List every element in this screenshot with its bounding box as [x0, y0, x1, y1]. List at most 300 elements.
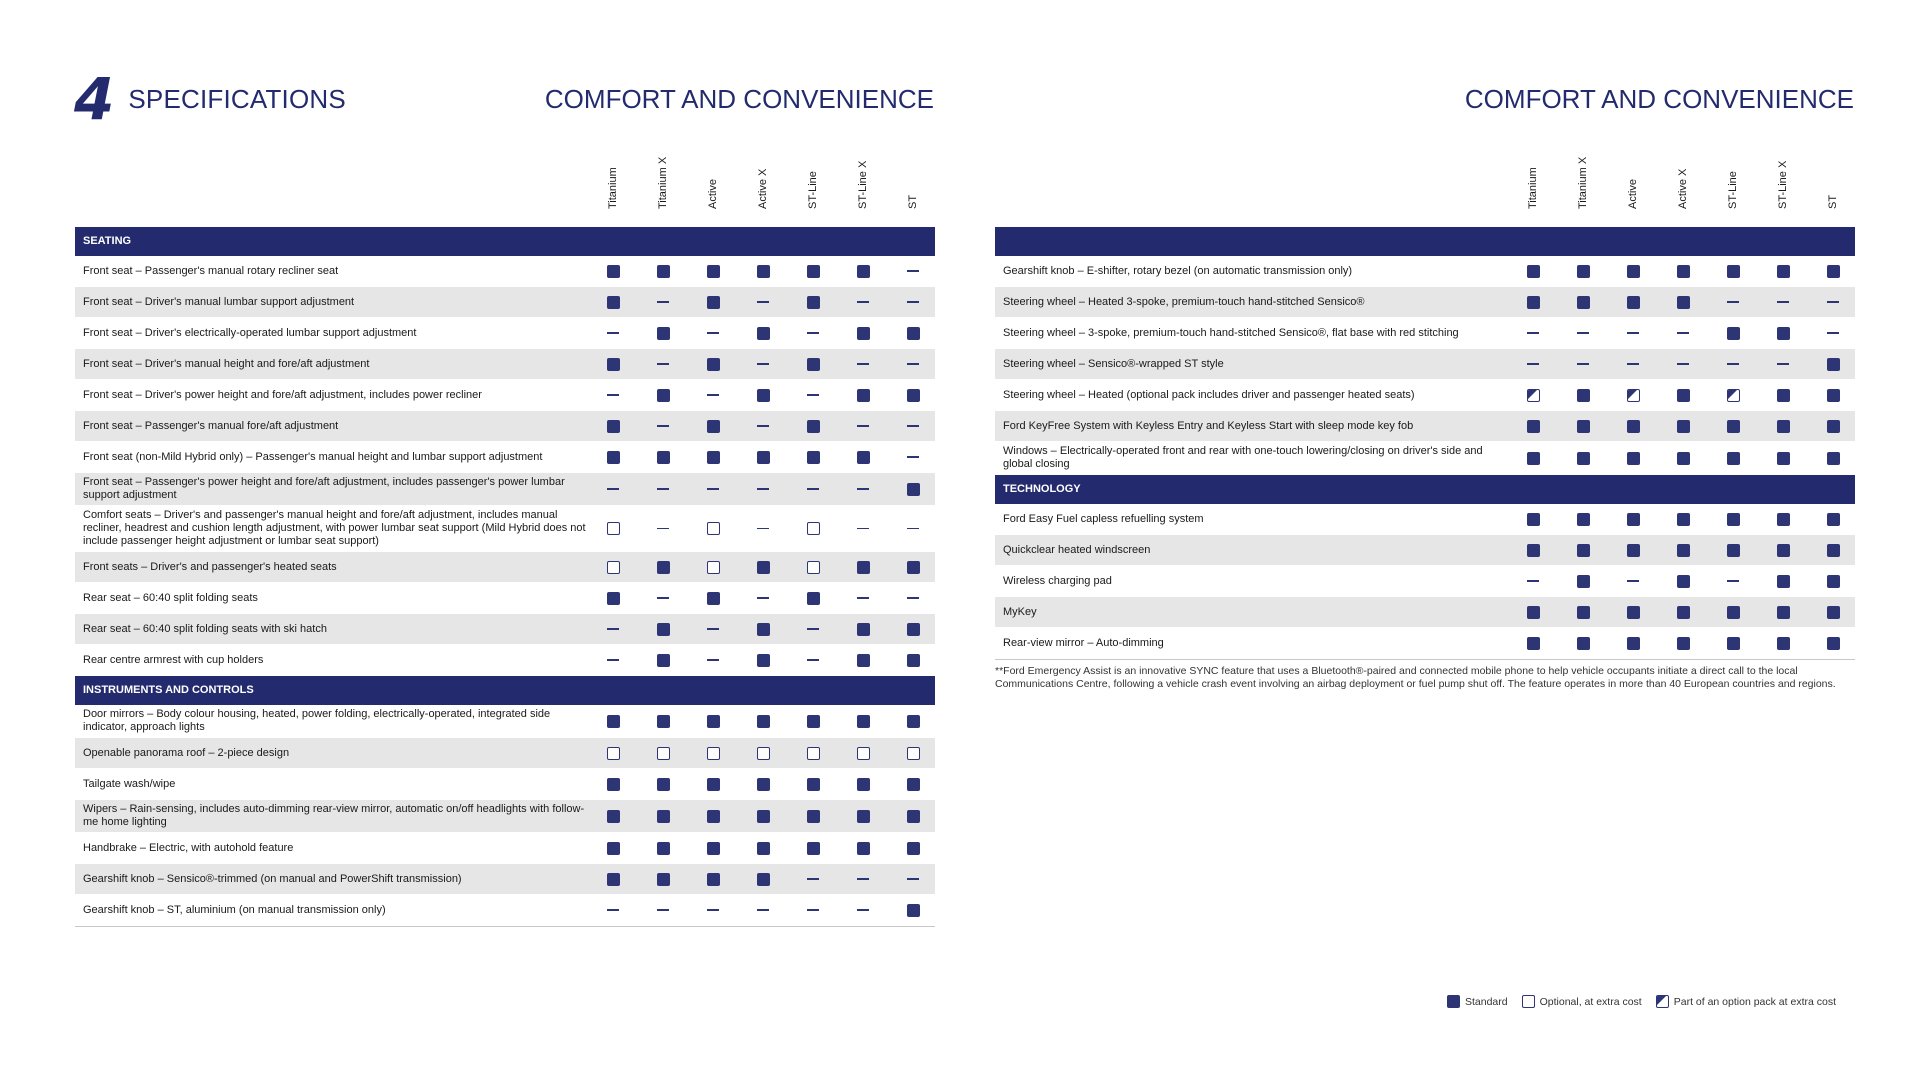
- section-rows: [75, 705, 935, 926]
- availability-cell: [888, 519, 938, 539]
- availability-cell: [588, 806, 638, 826]
- table-row: [75, 833, 935, 864]
- availability-cell: [688, 557, 738, 577]
- feature-label: Gearshift knob – Sensico®-trimmed (on manual and PowerShift transmission): [83, 872, 462, 885]
- feature-label: Windows – Electrically-operated front and rear with one-touch lowering/closing on driver's side and global closing: [1003, 445, 1483, 470]
- not-available-icon: [857, 878, 869, 880]
- not-available-icon: [857, 301, 869, 303]
- availability-cell: [888, 774, 938, 794]
- column-header-label: ST: [907, 194, 919, 209]
- not-available-icon: [1577, 363, 1589, 365]
- availability-cell: [838, 323, 888, 343]
- not-available-icon: [757, 597, 769, 599]
- availability-cell: [838, 479, 888, 499]
- availability-cell: [588, 711, 638, 731]
- standard-icon: [1527, 420, 1540, 433]
- not-available-icon: [757, 301, 769, 303]
- standard-icon: [1677, 452, 1690, 465]
- availability-cell: [638, 354, 688, 374]
- availability-cell: [688, 261, 738, 281]
- availability-cell: [1708, 292, 1758, 312]
- availability-cell: [588, 838, 638, 858]
- not-available-icon: [857, 597, 869, 599]
- not-available-icon: [807, 488, 819, 490]
- left-page-heading: COMFORT AND CONVENIENCE: [544, 84, 934, 114]
- not-available-icon: [757, 363, 769, 365]
- standard-icon: [1827, 606, 1840, 619]
- availability-cell: [588, 619, 638, 639]
- availability-cell: [888, 323, 938, 343]
- availability-cell: [838, 385, 888, 405]
- availability-cell: [1808, 292, 1858, 312]
- feature-label: Front seat – Driver's power height and fore/aft adjustment, includes power recliner: [83, 388, 482, 401]
- option-pack-icon: [1656, 995, 1669, 1008]
- option-pack-icon: [1527, 389, 1540, 402]
- feature-label: Gearshift knob – E-shifter, rotary bezel (on automatic transmission only): [1003, 264, 1353, 277]
- availability-cell: [788, 806, 838, 826]
- table-row: [75, 287, 935, 318]
- standard-icon: [1577, 513, 1590, 526]
- option-pack-icon: [1727, 389, 1740, 402]
- availability-cell: [688, 292, 738, 312]
- availability-cell: [1658, 633, 1708, 653]
- standard-icon: [607, 265, 620, 278]
- not-available-icon: [757, 528, 769, 530]
- availability-cell: [588, 447, 638, 467]
- option-pack-icon: [1627, 389, 1640, 402]
- availability-cell: [1608, 261, 1658, 281]
- availability-cell: [1708, 540, 1758, 560]
- availability-cell: [1558, 633, 1608, 653]
- standard-icon: [1777, 513, 1790, 526]
- availability-cell: [888, 557, 938, 577]
- availability-cell: [1808, 509, 1858, 529]
- availability-cell: [1658, 323, 1708, 343]
- table-row: [995, 504, 1855, 535]
- availability-cell: [738, 416, 788, 436]
- availability-cell: [738, 519, 788, 539]
- availability-cell: [1708, 571, 1758, 591]
- standard-icon: [1527, 606, 1540, 619]
- standard-icon: [657, 451, 670, 464]
- availability-cell: [838, 354, 888, 374]
- standard-icon: [757, 654, 770, 667]
- availability-cell: [1508, 448, 1558, 468]
- standard-icon: [907, 623, 920, 636]
- availability-cell: [1558, 571, 1608, 591]
- standard-icon: [707, 842, 720, 855]
- availability-cell: [638, 869, 688, 889]
- left-spec-table: [75, 135, 935, 927]
- standard-icon: [707, 592, 720, 605]
- standard-icon: [1777, 265, 1790, 278]
- feature-label: Gearshift knob – ST, aluminium (on manual transmission only): [83, 903, 386, 916]
- feature-label: Wipers – Rain-sensing, includes auto-dimming rear-view mirror, automatic on/off headlights with follow-me home lighting: [83, 803, 585, 828]
- feature-label: Front seat – Driver's manual lumbar support adjustment: [83, 295, 355, 308]
- availability-cell: [638, 806, 688, 826]
- standard-icon: [707, 420, 720, 433]
- availability-cell: [788, 479, 838, 499]
- standard-icon: [1777, 575, 1790, 588]
- column-header-label: ST-Line: [807, 171, 819, 209]
- availability-cell: [838, 557, 888, 577]
- standard-icon: [757, 265, 770, 278]
- optional-icon: [807, 561, 820, 574]
- not-available-icon: [607, 628, 619, 630]
- availability-cell: [838, 650, 888, 670]
- standard-icon: [807, 778, 820, 791]
- availability-cell: [638, 519, 688, 539]
- column-header: [706, 137, 720, 223]
- standard-icon: [1527, 637, 1540, 650]
- table-row: [995, 442, 1855, 475]
- table-row: [995, 349, 1855, 380]
- column-header: [1576, 137, 1590, 223]
- availability-cell: [1808, 602, 1858, 622]
- availability-cell: [588, 650, 638, 670]
- availability-cell: [738, 619, 788, 639]
- availability-cell: [788, 838, 838, 858]
- availability-cell: [1508, 509, 1558, 529]
- availability-cell: [688, 385, 738, 405]
- standard-icon: [757, 778, 770, 791]
- availability-cell: [588, 900, 638, 920]
- standard-icon: [857, 842, 870, 855]
- availability-cell: [1708, 448, 1758, 468]
- availability-cell: [1808, 261, 1858, 281]
- standard-icon: [1527, 513, 1540, 526]
- optional-icon: [607, 747, 620, 760]
- standard-icon: [907, 389, 920, 402]
- availability-cell: [738, 385, 788, 405]
- table-row: [75, 552, 935, 583]
- not-available-icon: [857, 528, 869, 530]
- availability-cell: [1808, 323, 1858, 343]
- availability-cell: [688, 774, 738, 794]
- standard-icon: [1577, 575, 1590, 588]
- not-available-icon: [857, 909, 869, 911]
- standard-icon: [907, 810, 920, 823]
- availability-cell: [738, 447, 788, 467]
- standard-icon: [1627, 544, 1640, 557]
- chapter-title: SPECIFICATIONS: [128, 83, 346, 114]
- not-available-icon: [707, 488, 719, 490]
- availability-cell: [888, 385, 938, 405]
- availability-cell: [688, 354, 738, 374]
- standard-icon: [857, 810, 870, 823]
- availability-cell: [588, 261, 638, 281]
- standard-icon: [707, 451, 720, 464]
- availability-cell: [1658, 571, 1708, 591]
- standard-icon: [1527, 544, 1540, 557]
- standard-icon: [707, 358, 720, 371]
- not-available-icon: [807, 878, 819, 880]
- availability-cell: [1808, 385, 1858, 405]
- standard-icon: [1677, 606, 1690, 619]
- not-available-icon: [1627, 580, 1639, 582]
- standard-icon: [657, 873, 670, 886]
- standard-icon: [757, 389, 770, 402]
- availability-cell: [788, 519, 838, 539]
- standard-icon: [1677, 420, 1690, 433]
- not-available-icon: [707, 394, 719, 396]
- standard-icon: [1777, 389, 1790, 402]
- availability-cell: [1508, 261, 1558, 281]
- availability-cell: [888, 900, 938, 920]
- standard-icon: [657, 778, 670, 791]
- column-header: [756, 137, 770, 223]
- availability-cell: [888, 806, 938, 826]
- availability-cell: [1808, 416, 1858, 436]
- legend-pack-label: Part of an option pack at extra cost: [1673, 995, 1836, 1008]
- feature-label: Rear seat – 60:40 split folding seats with ski hatch: [83, 622, 327, 635]
- availability-cell: [638, 557, 688, 577]
- not-available-icon: [657, 363, 669, 365]
- availability-cell: [1808, 633, 1858, 653]
- availability-cell: [788, 869, 838, 889]
- availability-cell: [638, 650, 688, 670]
- optional-icon: [607, 561, 620, 574]
- availability-cell: [738, 323, 788, 343]
- availability-cell: [838, 416, 888, 436]
- feature-label: Front seat (non-Mild Hybrid only) – Passenger's manual height and lumbar support adjustment: [83, 450, 543, 463]
- feature-label: Ford KeyFree System with Keyless Entry and Keyless Start with sleep mode key fob: [1003, 419, 1414, 432]
- standard-icon: [757, 873, 770, 886]
- standard-icon: [757, 451, 770, 464]
- availability-cell: [688, 323, 738, 343]
- standard-icon: [857, 265, 870, 278]
- availability-cell: [638, 774, 688, 794]
- standard-icon: [1777, 327, 1790, 340]
- standard-icon: [1777, 420, 1790, 433]
- standard-icon: [807, 451, 820, 464]
- standard-icon: [657, 842, 670, 855]
- legend-optional: [1522, 995, 1642, 1008]
- availability-cell: [1758, 633, 1808, 653]
- availability-cell: [1758, 385, 1808, 405]
- not-available-icon: [1677, 332, 1689, 334]
- availability-cell: [1608, 448, 1658, 468]
- availability-cell: [1658, 602, 1708, 622]
- standard-icon: [907, 327, 920, 340]
- availability-cell: [788, 774, 838, 794]
- feature-label: Front seat – Passenger's manual rotary recliner seat: [83, 264, 339, 277]
- feature-label: Rear centre armrest with cup holders: [83, 653, 264, 666]
- availability-cell: [888, 447, 938, 467]
- availability-cell: [688, 416, 738, 436]
- table-row: [75, 473, 935, 506]
- standard-icon: [1527, 452, 1540, 465]
- availability-cell: [738, 588, 788, 608]
- standard-icon: [657, 389, 670, 402]
- standard-icon: [1577, 452, 1590, 465]
- right-page-heading: COMFORT AND CONVENIENCE: [1464, 84, 1854, 114]
- availability-cell: [1658, 354, 1708, 374]
- not-available-icon: [857, 425, 869, 427]
- availability-cell: [1708, 323, 1758, 343]
- availability-cell: [738, 354, 788, 374]
- standard-icon: [657, 265, 670, 278]
- availability-cell: [888, 588, 938, 608]
- availability-cell: [838, 869, 888, 889]
- standard-icon: [757, 623, 770, 636]
- availability-cell: [688, 711, 738, 731]
- availability-cell: [1508, 540, 1558, 560]
- availability-cell: [638, 619, 688, 639]
- not-available-icon: [757, 425, 769, 427]
- not-available-icon: [607, 488, 619, 490]
- standard-icon: [757, 715, 770, 728]
- availability-cell: [838, 519, 888, 539]
- section-rows: [75, 256, 935, 676]
- availability-cell: [1608, 602, 1658, 622]
- standard-icon: [857, 778, 870, 791]
- legend: [1433, 995, 1836, 1008]
- standard-icon: [1827, 452, 1840, 465]
- table-row: [995, 597, 1855, 628]
- standard-icon: [1727, 544, 1740, 557]
- legend-standard-label: Standard: [1464, 995, 1508, 1008]
- standard-icon: [1777, 544, 1790, 557]
- optional-icon: [707, 747, 720, 760]
- feature-label: Openable panorama roof – 2-piece design: [83, 746, 290, 759]
- availability-cell: [1558, 509, 1608, 529]
- availability-cell: [1508, 602, 1558, 622]
- availability-cell: [738, 261, 788, 281]
- optional-icon: [907, 747, 920, 760]
- standard-icon: [857, 623, 870, 636]
- availability-cell: [838, 838, 888, 858]
- column-header: [656, 137, 670, 223]
- feature-label: Steering wheel – Sensico®-wrapped ST style: [1003, 357, 1224, 370]
- availability-cell: [738, 743, 788, 763]
- standard-icon: [1827, 389, 1840, 402]
- standard-icon: [707, 873, 720, 886]
- standard-icon: [757, 561, 770, 574]
- table-row: [995, 535, 1855, 566]
- standard-icon: [907, 778, 920, 791]
- standard-icon: [1727, 265, 1740, 278]
- feature-label: Wireless charging pad: [1003, 574, 1112, 587]
- availability-cell: [788, 619, 838, 639]
- table-row: [995, 287, 1855, 318]
- availability-cell: [788, 447, 838, 467]
- availability-cell: [788, 711, 838, 731]
- availability-cell: [688, 479, 738, 499]
- standard-icon: [657, 623, 670, 636]
- availability-cell: [1808, 571, 1858, 591]
- table-row: [75, 614, 935, 645]
- availability-cell: [588, 743, 638, 763]
- not-available-icon: [757, 488, 769, 490]
- standard-icon: [1727, 327, 1740, 340]
- standard-icon: [1677, 296, 1690, 309]
- availability-cell: [738, 479, 788, 499]
- availability-cell: [1708, 633, 1758, 653]
- availability-cell: [1758, 602, 1808, 622]
- availability-cell: [788, 323, 838, 343]
- availability-cell: [838, 588, 888, 608]
- availability-cell: [1808, 448, 1858, 468]
- feature-label: Front seat – Passenger's manual fore/aft adjustment: [83, 419, 339, 432]
- not-available-icon: [657, 528, 669, 530]
- availability-cell: [1708, 354, 1758, 374]
- availability-cell: [1558, 416, 1608, 436]
- availability-cell: [688, 806, 738, 826]
- standard-icon: [1727, 513, 1740, 526]
- availability-cell: [838, 900, 888, 920]
- availability-cell: [1508, 416, 1558, 436]
- availability-cell: [738, 869, 788, 889]
- feature-label: Handbrake – Electric, with autohold feature: [83, 841, 294, 854]
- availability-cell: [788, 385, 838, 405]
- not-available-icon: [607, 909, 619, 911]
- table-row: [995, 628, 1855, 659]
- section-rows: [995, 504, 1855, 659]
- availability-cell: [788, 261, 838, 281]
- column-header-label: ST-Line X: [857, 160, 869, 209]
- availability-cell: [1758, 540, 1808, 560]
- availability-cell: [1608, 292, 1658, 312]
- standard-icon: [1777, 637, 1790, 650]
- not-available-icon: [1577, 332, 1589, 334]
- right-spec-table: [995, 135, 1855, 660]
- standard-icon: [857, 654, 870, 667]
- standard-icon: [1677, 575, 1690, 588]
- availability-cell: [638, 479, 688, 499]
- feature-label: Rear-view mirror – Auto-dimming: [1003, 636, 1164, 649]
- standard-icon: [1677, 544, 1690, 557]
- availability-cell: [738, 292, 788, 312]
- availability-cell: [688, 838, 738, 858]
- availability-cell: [638, 743, 688, 763]
- feature-label: Quickclear heated windscreen: [1003, 543, 1151, 556]
- standard-icon: [1827, 637, 1840, 650]
- availability-cell: [588, 774, 638, 794]
- availability-cell: [1558, 448, 1608, 468]
- standard-icon: [857, 715, 870, 728]
- availability-cell: [588, 385, 638, 405]
- not-available-icon: [657, 597, 669, 599]
- not-available-icon: [1527, 332, 1539, 334]
- not-available-icon: [807, 628, 819, 630]
- column-header: [1776, 137, 1790, 223]
- table-row: [75, 738, 935, 769]
- availability-cell: [788, 900, 838, 920]
- legend-pack: [1656, 995, 1836, 1008]
- standard-icon: [907, 904, 920, 917]
- availability-cell: [1708, 385, 1758, 405]
- standard-icon: [807, 420, 820, 433]
- feature-label: Front seat – Passenger's power height and fore/aft adjustment, includes passenger's power lumbar support adjustment: [83, 476, 565, 501]
- availability-cell: [588, 292, 638, 312]
- availability-cell: [638, 838, 688, 858]
- availability-cell: [738, 650, 788, 670]
- not-available-icon: [807, 659, 819, 661]
- not-available-icon: [607, 332, 619, 334]
- availability-cell: [1608, 633, 1658, 653]
- availability-cell: [838, 743, 888, 763]
- column-header-label: ST-Line X: [1777, 160, 1789, 209]
- feature-label: Door mirrors – Body colour housing, heated, power folding, electrically-operated, integrated side indicator, approach lights: [83, 708, 551, 733]
- availability-cell: [788, 588, 838, 608]
- availability-cell: [1508, 571, 1558, 591]
- availability-cell: [888, 838, 938, 858]
- standard-icon: [1677, 513, 1690, 526]
- standard-icon: [707, 810, 720, 823]
- feature-label: Steering wheel – Heated (optional pack includes driver and passenger heated seats): [1003, 388, 1415, 401]
- availability-cell: [1808, 354, 1858, 374]
